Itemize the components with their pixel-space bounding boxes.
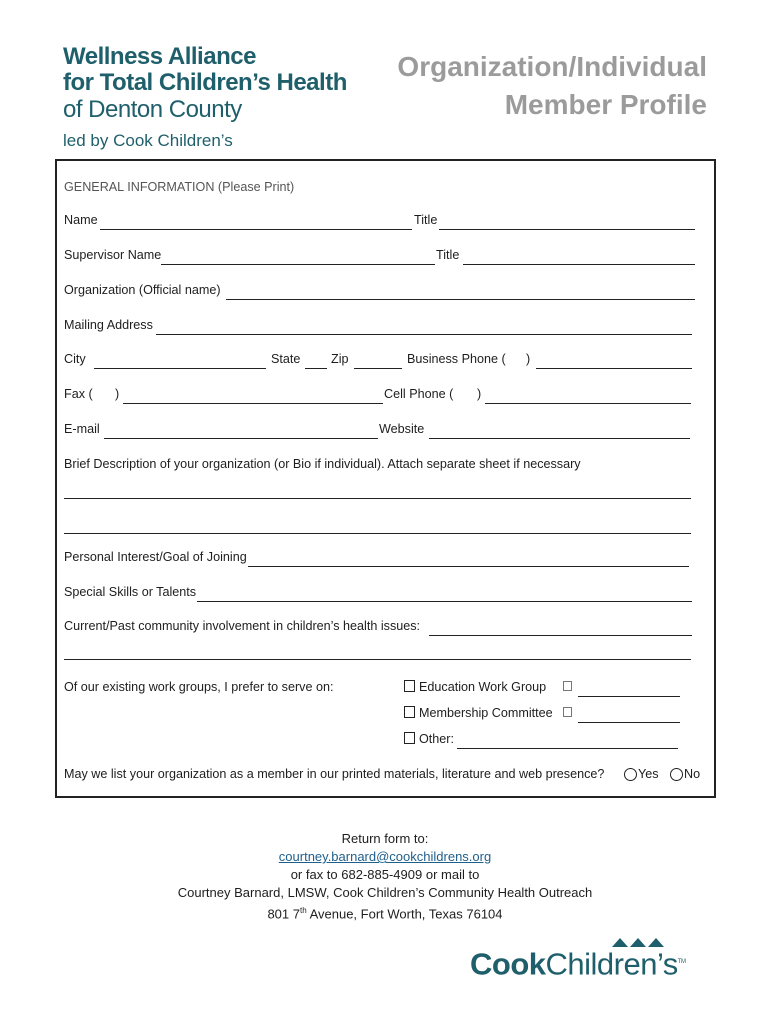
no-label: No — [684, 767, 701, 781]
logo-line-3: of Denton County — [63, 96, 242, 123]
fax-line: or fax to 682-885-4909 or mail to — [290, 867, 480, 882]
title-label: Title — [414, 213, 438, 227]
logo-line-1: Wellness Alliance — [63, 43, 256, 70]
business-phone-label: Business Phone ( — [407, 352, 506, 366]
business-phone-paren: ) — [526, 352, 531, 366]
other-checkbox[interactable] — [404, 732, 415, 744]
return-instructions — [0, 830, 770, 923]
supervisor-title-field[interactable] — [463, 248, 695, 265]
education-checkbox[interactable] — [404, 680, 415, 692]
logo-line-4: led by Cook Children’s — [63, 131, 233, 150]
community-label: Current/Past community involvement in children’s health issues: — [64, 619, 421, 633]
state-label: State — [271, 352, 301, 366]
fax-paren: ) — [115, 387, 120, 401]
website-label: Website — [379, 422, 425, 436]
membership-label: Membership Committee — [419, 706, 553, 720]
section-title: GENERAL INFORMATION (Please Print) — [64, 180, 295, 194]
yes-radio[interactable] — [624, 768, 637, 781]
interest-field[interactable] — [248, 550, 689, 567]
education-label: Education Work Group — [419, 680, 547, 694]
membership-checkbox[interactable] — [404, 706, 415, 718]
supervisor-field[interactable] — [161, 248, 435, 265]
title-line-1: Organization/Individual — [397, 51, 707, 82]
cell-phone-paren: ) — [477, 387, 482, 401]
workgroups-label: Of our existing work groups, I prefer to serve on: — [64, 680, 334, 694]
fax-label: Fax ( — [64, 387, 93, 401]
education-extra-checkbox[interactable] — [563, 681, 572, 691]
zip-field[interactable] — [354, 352, 402, 369]
description-label: Brief Description of your organization (or Bio if individual). Attach separate sheet if necessary — [64, 457, 581, 471]
organization-label: Organization (Official name) — [64, 283, 221, 297]
city-field[interactable] — [94, 352, 266, 369]
mailing-address-field[interactable] — [156, 318, 692, 335]
website-field[interactable] — [429, 422, 690, 439]
skills-label: Special Skills or Talents — [64, 585, 197, 599]
email-field[interactable] — [104, 422, 378, 439]
business-phone-field[interactable] — [536, 352, 692, 369]
state-field[interactable] — [305, 352, 327, 369]
skills-field[interactable] — [197, 585, 692, 602]
return-label: Return form to: — [341, 831, 429, 846]
yes-label: Yes — [638, 767, 659, 781]
fax-field[interactable] — [123, 387, 383, 404]
city-label: City — [64, 352, 86, 366]
cook-childrens-wordmark — [470, 944, 685, 982]
supervisor-title-label: Title — [436, 248, 460, 262]
interest-label: Personal Interest/Goal of Joining — [64, 550, 247, 564]
other-field[interactable] — [457, 732, 678, 749]
brand-regular: Children’s — [545, 946, 678, 982]
logo-line-2: for Total Children’s Health — [63, 69, 347, 96]
name-label: Name — [64, 213, 98, 227]
title-line-2: Member Profile — [504, 89, 707, 120]
email-label: E-mail — [64, 422, 100, 436]
address-line — [0, 902, 770, 923]
description-line-2[interactable] — [64, 517, 691, 534]
cell-phone-label: Cell Phone ( — [384, 387, 454, 401]
membership-extra-checkbox[interactable] — [563, 707, 572, 717]
organization-field[interactable] — [226, 283, 695, 300]
community-line-2[interactable] — [64, 643, 691, 660]
brand-bold: Cook — [470, 946, 546, 982]
cell-phone-field[interactable] — [485, 387, 691, 404]
zip-label: Zip — [331, 352, 349, 366]
address-superscript: th — [300, 906, 307, 915]
wellness-alliance-logo — [63, 44, 347, 152]
name-field[interactable] — [100, 213, 412, 230]
other-label: Other: — [419, 732, 454, 746]
supervisor-label: Supervisor Name — [64, 248, 162, 262]
address-prefix: 801 7 — [267, 906, 300, 922]
no-radio[interactable] — [670, 768, 683, 781]
general-information-form — [55, 159, 716, 798]
education-extra-field[interactable] — [578, 680, 680, 697]
contact-line: Courtney Barnard, LMSW, Cook Children’s Community Health Outreach — [177, 885, 593, 900]
cook-childrens-logo — [470, 938, 710, 982]
address-suffix: Avenue, Fort Worth, Texas 76104 — [306, 906, 503, 922]
title-field[interactable] — [439, 213, 695, 230]
return-email-link[interactable]: courtney.barnard@cookchildrens.org — [278, 849, 492, 864]
membership-extra-field[interactable] — [578, 706, 680, 723]
mailing-address-label: Mailing Address — [64, 318, 153, 332]
description-line-1[interactable] — [64, 482, 691, 499]
document-title — [397, 48, 707, 124]
brand-trademark: TM — [677, 959, 686, 965]
community-field[interactable] — [429, 619, 692, 636]
listing-question: May we list your organization as a member in our printed materials, literature and web presence? — [64, 767, 605, 781]
